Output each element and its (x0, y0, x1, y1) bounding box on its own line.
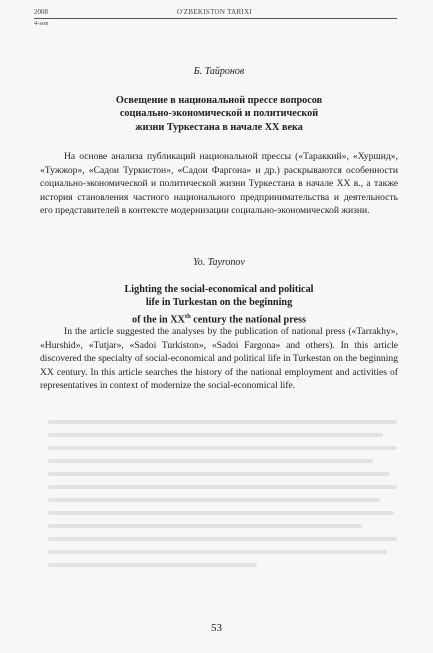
russian-author: Б. Тайронов (193, 66, 245, 77)
russian-title-line: жизни Туркестана в начале XX века (135, 121, 303, 133)
page-number: 53 (211, 622, 222, 634)
english-title-line (40, 310, 398, 327)
russian-title-line: Освещение в национальной прессе вопросов (115, 95, 323, 106)
show-through-text (48, 420, 397, 590)
header-rule (34, 18, 397, 19)
russian-title (40, 94, 398, 134)
running-header (34, 7, 397, 27)
russian-abstract: На основе анализа публикаций национальной прессы («Тараккий», «Хуршид», «Тужжор», «Садои Туркистон», «Садои Фаргона» и др.) раскрываются особенности социально-экономической и политической жизни Туркестана в начале XX в., а также история становления частного национального предпринимательства и деятельность его представителей в контексте модернизации социально-экономической жизни. (40, 151, 398, 217)
english-abstract: In the article suggested the analyses by the publication of national press («Tarrakhy», «Hurshid», «Tutjar», «Sadoi Turkiston», «Sadoi Fargona» and others). In this article discovered the specialty of social-economical and political life in Turkestan on the beginning XX century. In this article searches the history of the national employment and activities of representatives in context of modernize the social-economical life. (40, 326, 398, 392)
header-journal-title: O'ZBEKISTON TARIXI (176, 8, 253, 16)
english-title-line: life in Turkestan on the beginning (145, 297, 293, 309)
english-title-part: of the in XX (132, 313, 185, 325)
english-title-superscript: th (184, 312, 191, 320)
english-author: Yo. Tayronov (193, 257, 245, 268)
english-title-part: century the national press (190, 313, 306, 325)
english-title (40, 283, 398, 326)
english-title-line: Lighting the social-economical and political (124, 284, 314, 295)
header-year: 2008 (34, 8, 48, 16)
header-issue: 4-son (34, 20, 49, 27)
russian-title-line: социально-экономической и политической (119, 108, 319, 120)
